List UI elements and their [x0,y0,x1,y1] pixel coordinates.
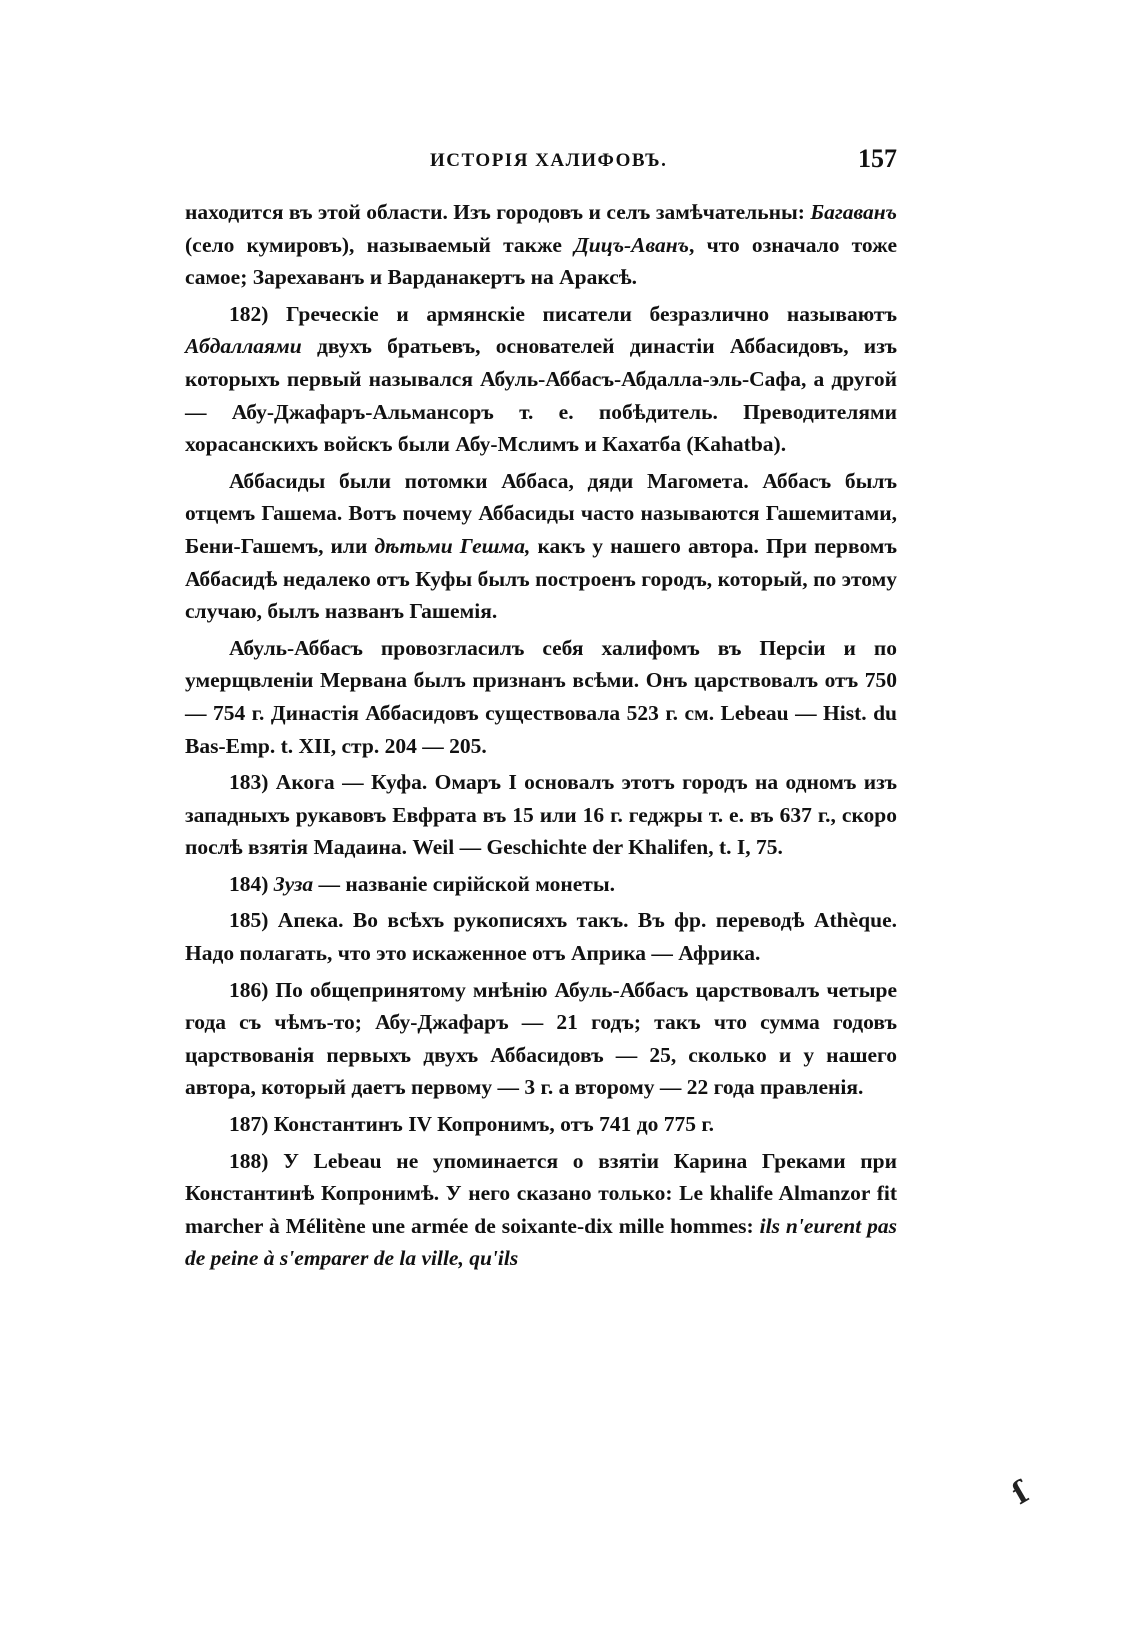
emphasis-children-of-geshm: дѣтьми Гешма, [374,533,531,558]
note-182: 182) Греческіе и армянскіе писатели безразлично называютъ Абдаллаями двухъ братьевъ, основателей династіи Аббасидовъ, изъ которыхъ первый назывался Абуль-Аббасъ-Абдалла-эль-Сафа, а другой — Абу-Джафаръ-Альмансоръ т. е. побѣдитель. Преводителями хорасанскихъ войскъ были Абу-Мслимъ и Кахатба (Kahatba). [185,301,897,457]
margin-mark: ſ [1006,1475,1035,1512]
note-182-abul-abbas: Абуль-Аббасъ провозгласилъ себя халифомъ въ Персіи и по умерщвленіи Мервана былъ признанъ всѣми. Онъ царствовалъ отъ 750 — 754 г. Династія Аббасидовъ существовала 523 г. см. Lebeau — Hist. du Bas-Emp. t. XII, стр. 204 — 205. [185,635,897,758]
note-186: 186) По общепринятому мнѣнію Абуль-Аббасъ царствовалъ четыре года съ чѣмъ-то; Абу-Джафаръ — 21 годъ; такъ что сумма годовъ царствованія первыхъ двухъ Аббасидовъ — 25, сколько и у нашего автора, который даетъ первому — 3 г. а второму — 22 года правленія. [185,977,897,1100]
emphasis-zuza: Зуза [273,871,314,896]
note-182-abbasids: Аббасиды были потомки Аббаса, дяди Магомета. Аббасъ былъ отцемъ Гашема. Вотъ почему Аббасиды часто называются Гашемитами, Бени-Гашемъ, или дѣтьми Гешма, какъ у нашего автора. При первомъ Аббасидѣ недалеко отъ Куфы былъ построенъ городъ, который, по этому случаю, былъ названъ Гашемія. [185,468,897,624]
running-title: ИСТОРІЯ ХАЛИФОВЪ. [430,150,668,171]
page-number: 157 [858,144,897,173]
emphasis-abdallayami: Абдаллаями [185,334,302,359]
note-185: 185) Апека. Во всѣхъ рукописяхъ такъ. Въ фр. переводѣ Athèque. Надо полагать, что это искаженное отъ Априка — Африка. [185,908,897,966]
place-name-bagavan: Багаванъ [810,200,897,224]
emphasis-french-quote: ils n'eurent pas de peine à s'emparer de la ville, qu'ils [185,1213,897,1271]
note-183: 183) Акога — Куфа. Омаръ I основалъ этотъ городъ на одномъ изъ западныхъ рукавовъ Евфрата въ 15 или 16 г. геджры т. е. въ 637 г., скоро послѣ взятія Мадаина. Weil — Geschichte der Khalifen, t. I, 75. [185,770,897,860]
running-head [185,146,897,176]
note-188: 188) У Lebeau не упоминается о взятіи Карина Греками при Константинѣ Копронимѣ. У него сказано только: Le khalife Almanzor fit marcher à Mélitène une armée de soixante-dix mille hommes: ils n'eurent pas de peine à s'emparer de la ville, qu'ils [185,1148,897,1271]
place-name-dits-avan: Дицъ-Аванъ [574,232,689,257]
paragraph-continuation: находится въ этой области. Изъ городовъ и селъ замѣчательны: Багаванъ (село кумировъ), называемый также Дицъ-Аванъ, что означало тоже самое; Зарехаванъ и Варданакертъ на Араксѣ. [185,200,897,290]
body-text [185,196,897,1275]
note-184: 184) Зуза — названіе сирійской монеты. [229,871,615,896]
note-187: 187) Константинъ IV Копронимъ, отъ 741 до 775 г. [229,1112,715,1137]
